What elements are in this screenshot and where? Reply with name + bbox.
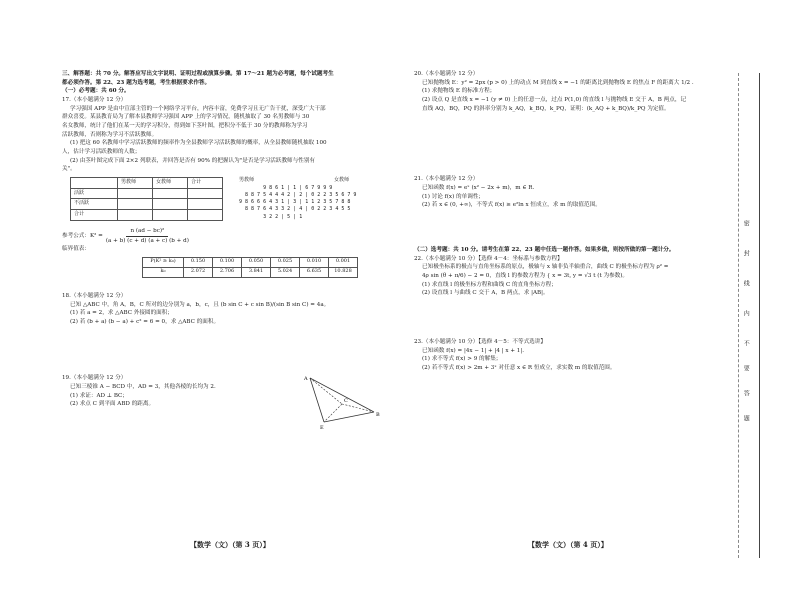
right-page: [414, 70, 710, 372]
question-23: [414, 338, 710, 373]
critical-value-table: [142, 257, 358, 278]
stem-row: 9 8 6 6 6 4 3 1 | 3 | 1 1 2 3 5 7 8 8: [239, 199, 351, 206]
crit-cell: P(K² ≥ k₀): [143, 257, 184, 267]
q17-figures: [70, 177, 380, 221]
table-header: 女教师: [153, 177, 188, 188]
table-row-label: 合计: [71, 210, 118, 221]
q17-line: 群众喜爱。某县教育局为了解本县教师学习强国 APP 上的学习情况，随机抽取了 30 名男教师与 30: [62, 114, 310, 121]
crit-cell: 0.025: [271, 257, 300, 267]
stem-leaf-plot: [239, 177, 356, 221]
q17-line: 关"。: [62, 166, 76, 173]
q17-line: 学习强国 APP 是由中宣部主管的一个网络学习平台，内容丰富，免费学习且无广告干扰，深受广大干部: [70, 105, 326, 112]
fig-label: B: [376, 412, 380, 419]
q18-line: 已知 △ABC 中，角 A，B，C 所对的边分别为 a，b，c，且 (b sin C + c sin B)/(sin B sin C) = 4a。: [70, 301, 330, 308]
q20-head: 20.（本小题满分 12 分）: [414, 71, 479, 77]
stem-row: 8 8 7 5 4 4 4 2 | 2 | 0 2 2 3 5 6 7 9: [239, 191, 357, 198]
crit-cell: 0.001: [329, 257, 358, 267]
seal-char: 内: [742, 310, 750, 316]
q21-line: (2) 若 x ∈ (0, +∞)，不等式 f(x) ≥ e²ln x 恒成立，求 m 的取值范围。: [422, 202, 601, 209]
crit-cell: 0.100: [213, 257, 242, 267]
q17-line: (1) 把这 60 名教师中学习活跃教师的频率作为全县教师学习活跃教师的概率，从全县教师随机抽取 100: [70, 140, 327, 147]
q22-line: (1) 求直线 l 的极坐标方程和曲线 C 的直角坐标方程；: [422, 281, 557, 288]
q21-head: 21.（本小题满分 12 分）: [414, 176, 479, 183]
q20-line: 直线 AQ，BQ，PQ 的斜率分别为 k_AQ，k_BQ，k_PQ，证明：(k_AQ + k_BQ)/k_PQ 为定值。: [422, 105, 670, 112]
seal-char: 要: [742, 365, 750, 371]
right-footer: 【数学（文）（第 4 页）】: [528, 540, 608, 549]
ref-denominator: (a + b) (c + d) (a + c) (b + d): [105, 237, 189, 244]
left-footer: 【数学（文）（第 3 页）】: [190, 540, 270, 549]
q22-line: 4ρ sin (θ + π/6) − 2 = 0，直线 l 的参数方程为 { x = 3t, y = √3 t (t 为参数)。: [422, 272, 629, 279]
q22-head: 22.（本小题满分 10 分）【选修 4－4：坐标系与参数方程】: [414, 255, 563, 262]
crit-cell: 2.706: [213, 267, 242, 277]
fig-label: A: [304, 376, 308, 383]
reference-formula: [62, 227, 380, 245]
q22-line: 已知极坐标系的极点与直角坐标系的原点，极轴与 x 轴非负半轴重合，曲线 C 的极坐标方程为 ρ² =: [422, 264, 669, 271]
question-19: [62, 374, 380, 431]
q20-line: 已知抛物线 E：y² = 2px (p > 0) 上的动点 M 到直线 x = −1 的距离比到抛物线 E 的焦点 F 的距离大 1/2 .: [422, 79, 694, 86]
crit-cell: 3.841: [242, 267, 271, 277]
q23-line: 已知函数 f(x) = |4x − 1| + |4 | x + 1|.: [422, 347, 525, 354]
seal-char: 答: [742, 390, 750, 396]
left-page: [62, 70, 380, 431]
question-20: [414, 70, 710, 113]
q17-line: (2) 由茎叶图完成下面 2×2 列联表，并回答是否有 90% 的把握认为"是否是学习活跃教师与性别有: [70, 157, 316, 164]
crit-cell: 0.150: [184, 257, 213, 267]
stem-row: 8 8 7 6 4 3 3 2 | 4 | 0 2 2 3 4 5 5: [239, 206, 351, 213]
stem-row: 9 8 6 1 | 1 | 6 7 9 9 9: [239, 184, 333, 191]
crit-cell: 0.050: [242, 257, 271, 267]
stem-head-left: 男教师: [239, 176, 255, 183]
question-22: [414, 255, 710, 298]
q19-line: (2) 求点 C 到平面 ABD 的距离。: [70, 401, 155, 408]
table-header: [71, 177, 118, 188]
q22-line: (2) 设直线 l 与曲线 C 交于 A，B 两点，求 |AB|。: [422, 290, 549, 297]
crit-cell: 10.828: [329, 267, 358, 277]
crit-cell: 2.072: [184, 267, 213, 277]
crit-cell: 6.635: [300, 267, 329, 277]
section3-title: 三、解答题：共 70 分。解答应写出文字说明、证明过程或演算步骤。第 17～21 题为必考题，每个试题考生: [62, 71, 334, 77]
table-row-label: 活跃: [71, 188, 118, 199]
q17-line: 活跃教师，否则称为学习不活跃教师。: [62, 131, 158, 138]
question-18: [62, 292, 380, 327]
question-17: [62, 96, 380, 278]
crit-label: 临界值表：: [62, 246, 90, 253]
q19-line: (1) 求证：AD ⊥ BC；: [70, 392, 128, 399]
table-row-label: 不活跃: [71, 199, 118, 210]
stem-head-right: 女教师: [333, 176, 349, 183]
section3-title-cont: 都必须作答。第 22、23 题为选考题，考生根据要求作答。: [62, 79, 211, 86]
fig-label: C: [344, 398, 348, 405]
q20-line: (2) 设点 Q 是直线 x = −1 (y ≠ 0) 上的任意一点，过点 P(1,0) 的直线 l 与抛物线 E 交于 A，B 两点，记: [422, 96, 687, 103]
question-21: [414, 175, 710, 210]
section3-sub: （一）必考题：共 60 分。: [62, 88, 130, 95]
q19-head: 19.（本小题满分 12 分）: [62, 375, 127, 382]
q18-head: 18.（本小题满分 12 分）: [62, 292, 127, 299]
q23-head: 23.（本小题满分 10 分）【选修 4－5：不等式选讲】: [414, 338, 546, 345]
ref-label: 参考公式：K² =: [62, 232, 103, 239]
section2-title: （二）选考题：共 10 分。请考生在第 22、23 题中任选一题作答。如果多做，则按所做的第一题计分。: [414, 246, 675, 253]
fig-label: E: [320, 425, 324, 431]
contingency-table: [70, 177, 223, 221]
table-header: 合计: [188, 177, 223, 188]
seal-char: 不: [742, 340, 750, 346]
q17-head: 17.（本小题满分 12 分）: [62, 96, 127, 103]
tetrahedron-figure: [302, 374, 382, 430]
seal-char: 封: [742, 250, 750, 256]
q17-line: 人，估计学习活跃教师的人数；: [62, 148, 141, 155]
seal-char: 密: [742, 220, 750, 226]
q20-line: (1) 求抛物线 E 的标准方程；: [422, 88, 496, 95]
seal-char: 题: [742, 415, 750, 421]
q19-line: 已知三棱锥 A − BCD 中，AD = 3，其他各棱的长均为 2.: [70, 384, 216, 391]
q21-line: (1) 讨论 f(x) 的单调性；: [422, 193, 485, 200]
q18-line: (2) 若 (b + a) (b − a) + c² = 6 = 0，求 △ABC 的面积。: [70, 318, 220, 325]
q23-line: (1) 求不等式 f(x) > 9 的解集；: [422, 356, 502, 363]
q23-line: (2) 若不等式 f(x) > 2m + 3ˣ 对任意 x ∈ R 恒成立，求实数 m 的取值范围。: [422, 364, 616, 371]
crit-cell: 5.024: [271, 267, 300, 277]
seal-char: 线: [742, 280, 750, 286]
crit-cell: k₀: [143, 267, 184, 277]
table-header: 男教师: [118, 177, 153, 188]
q17-line: 名女教师，统计了他们在某一天的学习积分，得到如下茎叶图，把积分不低于 30 分的教师称为学习: [62, 122, 308, 129]
ref-numerator: n (ad − bc)²: [126, 227, 168, 237]
stem-row: 3 2 2 | 5 | 1: [239, 213, 303, 220]
crit-cell: 0.010: [300, 257, 329, 267]
q21-line: 已知函数 f(x) = eˣ (x² − 2x + m)，m ∈ R.: [422, 184, 535, 191]
q18-line: (1) 若 a = 2，求 △ABC 外接圆的面积；: [70, 310, 173, 317]
